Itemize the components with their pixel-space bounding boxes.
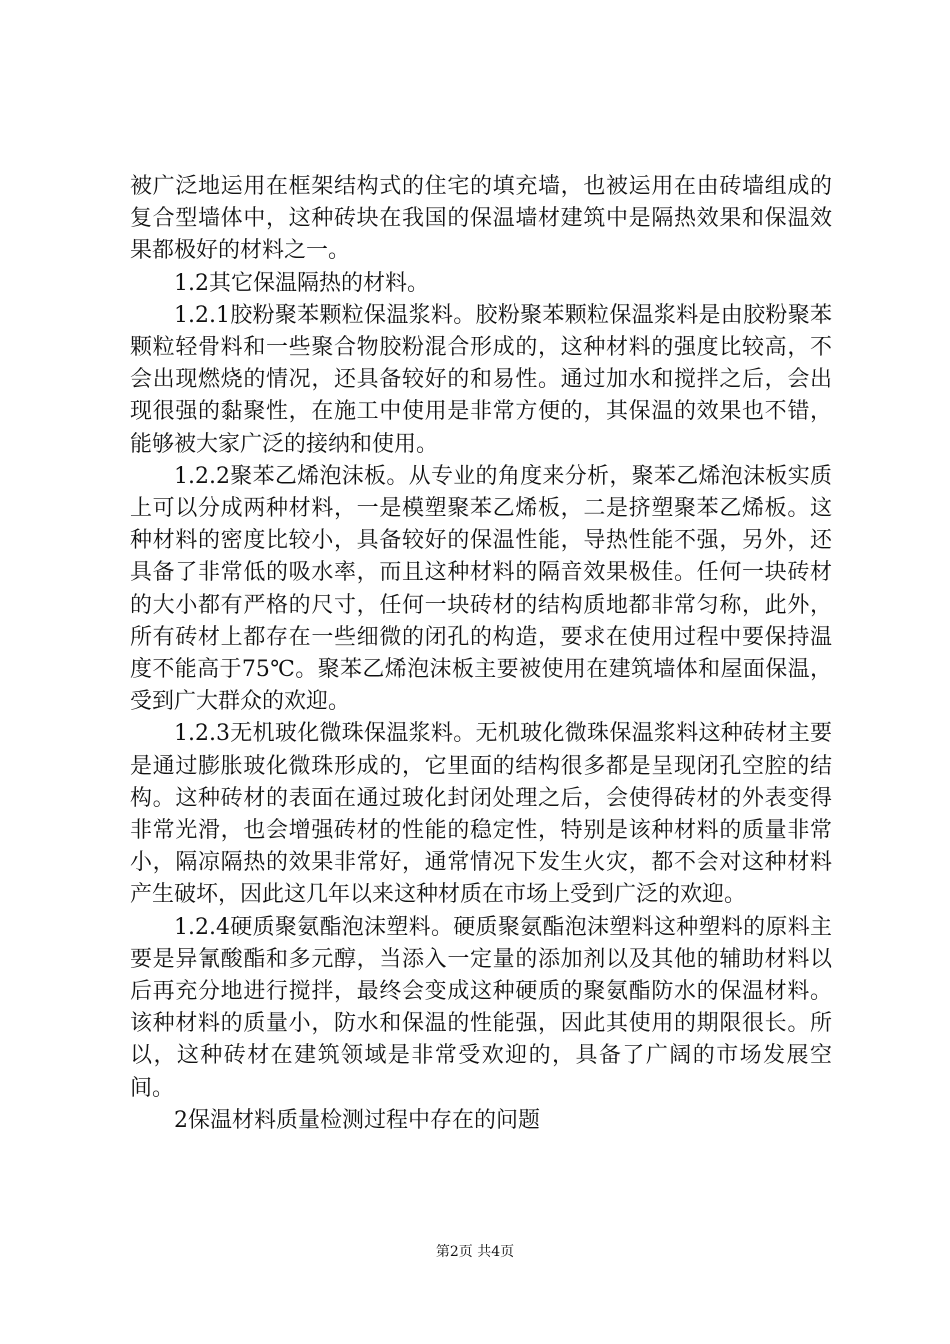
paragraph-1-2-3: 1.2.3无机玻化微珠保温浆料。无机玻化微珠保温浆料这种砖材主要是通过膨胀玻化微珠形成的，它里面的结构很多都是呈现闭孔空腔的结构。这种砖材的表面在通过玻化封闭处理之后，会使得砖材的外表变得非常光滑，也会增强砖材的性能的稳定性，特别是该种材料的质量非常小，隔凉隔热的效果非常好，通常情况下发生火灾，都不会对这种材料产生破坏，因此这几年以来这种材质在市场上受到广泛的欢迎。 xyxy=(130,721,832,908)
paragraph-1-2-2: 1.2.2聚苯乙烯泡沫板。从专业的角度来分析，聚苯乙烯泡沫板实质上可以分成两种材料，一是模塑聚苯乙烯板，二是挤塑聚苯乙烯板。这种材料的密度比较小，具备较好的保温性能，导热性能不强，另外，还具备了非常低的吸水率，而且这种材料的隔音效果极佳。任何一块砖材的大小都有严格的尺寸，任何一块砖材的结构质地都非常匀称，此外，所有砖材上都存在一些细微的闭孔的构造，要求在使用过程中要保持温度不能高于75℃。聚苯乙烯泡沫板主要被使用在建筑墙体和屋面保温，受到广大群众的欢迎。 xyxy=(130,463,832,715)
paragraph-1-2-4: 1.2.4硬质聚氨酯泡沫塑料。硬质聚氨酯泡沫塑料这种塑料的原料主要是异氰酸酯和多元醇，当添入一定量的添加剂以及其他的辅助材料以后再充分地进行搅拌，最终会变成这种硬质的聚氨酯防水的保温材料。该种材料的质量小，防水和保温的性能强，因此其使用的期限很长。所以，这种砖材在建筑领域是非常受欢迎的，具备了广阔的市场发展空间。 xyxy=(130,914,832,1101)
document-body xyxy=(130,171,832,1137)
page-footer xyxy=(0,1243,950,1261)
section-heading-2: 2保温材料质量检测过程中存在的问题 xyxy=(174,1107,540,1133)
section-heading-1-2: 1.2其它保温隔热的材料。 xyxy=(174,270,429,296)
paragraph-continued: 被广泛地运用在框架结构式的住宅的填充墙，也被运用在由砖墙组成的复合型墙体中，这种砖块在我国的保温墙材建筑中是隔热效果和保温效果都极好的材料之一。 xyxy=(130,174,832,264)
paragraph-1-2-1: 1.2.1胶粉聚苯颗粒保温浆料。胶粉聚苯颗粒保温浆料是由胶粉聚苯颗粒轻骨料和一些聚合物胶粉混合形成的，这种材料的强度比较高，不会出现燃烧的情况，还具备较好的和易性。通过加水和搅拌之后，会出现很强的黏聚性，在施工中使用是非常方便的，其保温的效果也不错，能够被大家广泛的接纳和使用。 xyxy=(130,302,832,457)
page-number: 第2页 共4页 xyxy=(435,1244,515,1260)
